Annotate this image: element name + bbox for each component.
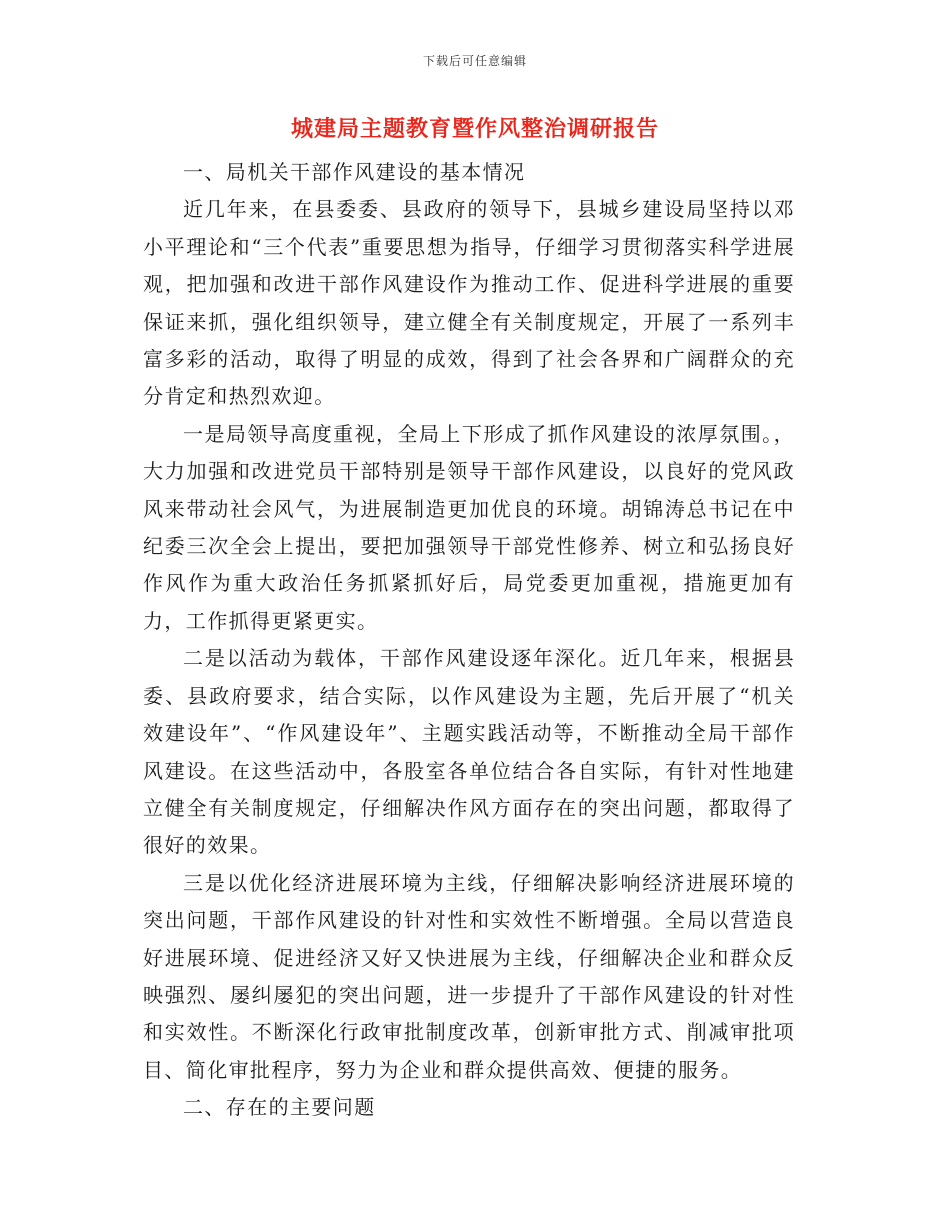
paragraph-point-2: 二是以活动为载体，干部作风建设逐年深化。近几年来，根据县委、县政府要求，结合实际，以作风建设为主题，先后开展了“机关效建设年”、“作风建设年”、主题实践活动等，不断推动全局干部作风建设。在这些活动中，各股室各单位结合各自实际，有针对性地建立健全有关制度规定，仔细解决作风方面存在的突出问题，都取得了很好的效果。	[143, 646, 795, 858]
paragraph-point-1: 一是局领导高度重视，全局上下形成了抓作风建设的浓厚氛围。，大力加强和改进党员干部特别是领导干部作风建设，以良好的党风政风来带动社会风气，为进展制造更加优良的环境。胡锦涛总书记在中纪委三次全会上提出，要把加强领导干部党性修养、树立和弘扬良好作风作为重大政治任务抓紧抓好后，局党委更加重视，措施更加有力，工作抓得更紧更实。	[143, 421, 795, 633]
paragraph-intro: 近几年来，在县委委、县政府的领导下，县城乡建设局坚持以邓小平理论和“三个代表”重要思想为指导，仔细学习贯彻落实科学进展观，把加强和改进干部作风建设作为推动工作、促进科学进展的重要保证来抓，强化组织领导，建立健全有关制度规定，开展了一系列丰富多彩的活动，取得了明显的成效，得到了社会各界和广阔群众的充分肯定和热烈欢迎。	[143, 197, 795, 409]
paragraph-point-3: 三是以优化经济进展环境为主线，仔细解决影响经济进展环境的突出问题，干部作风建设的针对性和实效性不断增强。全局以营造良好进展环境、促进经济又好又快进展为主线，仔细解决企业和群众反映强烈、屡纠屡犯的突出问题，进一步提升了干部作风建设的针对性和实效性。不断深化行政审批制度改革，创新审批方式、削减审批项目、简化审批程序，努力为企业和群众提供高效、便捷的服务。	[143, 870, 795, 1082]
section-heading-1: 一、局机关干部作风建设的基本情况	[183, 160, 526, 184]
page-header-note: 下载后可任意编辑	[422, 54, 527, 68]
section-heading-2: 二、存在的主要问题	[183, 1095, 376, 1120]
document-body	[143, 154, 795, 1127]
document-title: 城建局主题教育暨作风整治调研报告	[290, 116, 659, 142]
